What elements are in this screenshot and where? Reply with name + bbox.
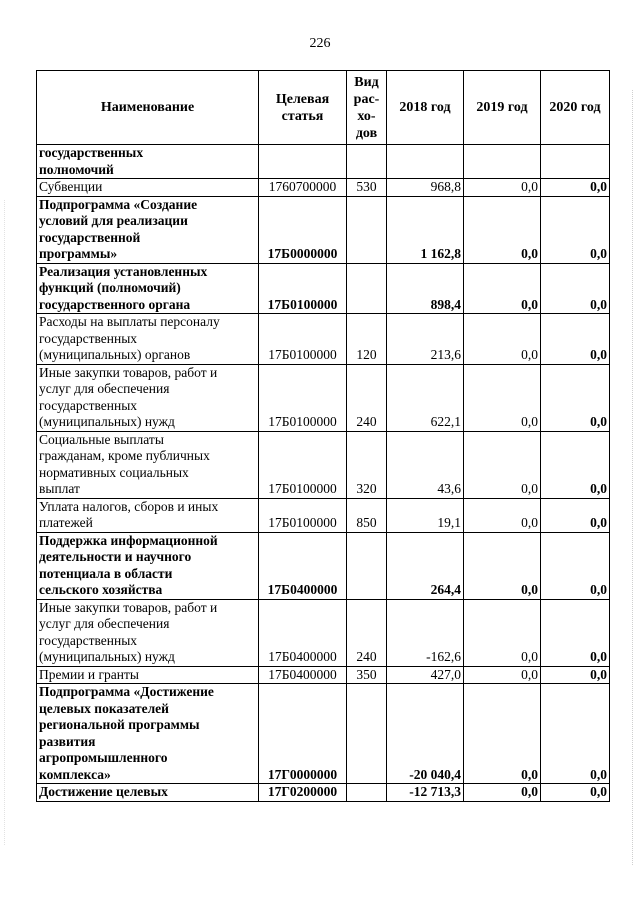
cell-y2020: 0,0 — [541, 263, 610, 314]
cell-name: Достижение целевых — [37, 784, 259, 802]
cell-y2018: -12 713,3 — [387, 784, 464, 802]
cell-name: Подпрограмма «Достижение целевых показателей региональной программы развития агропромышленного комплекса» — [37, 684, 259, 784]
table-row — [37, 145, 610, 179]
cell-y2018: -20 040,4 — [387, 684, 464, 784]
cell-type: 120 — [347, 314, 387, 365]
cell-name: государственных полномочий — [37, 145, 259, 179]
table-row — [37, 364, 610, 431]
cell-y2019: 0,0 — [464, 666, 541, 684]
header-name: Наименование — [37, 71, 259, 145]
cell-y2020: 0,0 — [541, 431, 610, 498]
cell-name: Реализация установленных функций (полномочий) государственного органа — [37, 263, 259, 314]
cell-type: 530 — [347, 179, 387, 197]
table-row — [37, 498, 610, 532]
cell-type — [347, 196, 387, 263]
table-row — [37, 179, 610, 197]
cell-y2020: 0,0 — [541, 784, 610, 802]
table-row — [37, 599, 610, 666]
cell-code: 17Б0100000 — [259, 498, 347, 532]
cell-y2020 — [541, 145, 610, 179]
table-body — [37, 145, 610, 802]
cell-code: 17Б0400000 — [259, 532, 347, 599]
cell-y2019: 0,0 — [464, 784, 541, 802]
cell-name: Иные закупки товаров, работ и услуг для обеспечения государственных (муниципальных) нужд — [37, 364, 259, 431]
cell-name: Подпрограмма «Создание условий для реализации государственной программы» — [37, 196, 259, 263]
cell-name: Субвенции — [37, 179, 259, 197]
cell-y2020: 0,0 — [541, 314, 610, 365]
header-2020: 2020 год — [541, 71, 610, 145]
cell-type — [347, 145, 387, 179]
header-row — [37, 71, 610, 145]
cell-code: 17Б0400000 — [259, 599, 347, 666]
cell-y2018: 43,6 — [387, 431, 464, 498]
cell-name: Премии и гранты — [37, 666, 259, 684]
cell-y2020: 0,0 — [541, 364, 610, 431]
cell-y2019: 0,0 — [464, 498, 541, 532]
cell-type: 350 — [347, 666, 387, 684]
cell-y2018: 898,4 — [387, 263, 464, 314]
cell-type — [347, 784, 387, 802]
cell-y2018 — [387, 145, 464, 179]
cell-code: 1760700000 — [259, 179, 347, 197]
cell-y2020: 0,0 — [541, 179, 610, 197]
header-2018: 2018 год — [387, 71, 464, 145]
table-row — [37, 784, 610, 802]
cell-y2019 — [464, 145, 541, 179]
cell-type — [347, 532, 387, 599]
cell-y2019: 0,0 — [464, 431, 541, 498]
header-type — [347, 71, 387, 145]
header-2019: 2019 год — [464, 71, 541, 145]
cell-y2018: 622,1 — [387, 364, 464, 431]
cell-y2020: 0,0 — [541, 599, 610, 666]
cell-y2018: 427,0 — [387, 666, 464, 684]
cell-y2019: 0,0 — [464, 684, 541, 784]
cell-code: 17Г0000000 — [259, 684, 347, 784]
cell-type: 320 — [347, 431, 387, 498]
cell-y2019: 0,0 — [464, 364, 541, 431]
cell-name: Социальные выплаты гражданам, кроме публичных нормативных социальных выплат — [37, 431, 259, 498]
page-number: 226 — [309, 36, 331, 51]
cell-code — [259, 145, 347, 179]
cell-name: Уплата налогов, сборов и иных платежей — [37, 498, 259, 532]
scan-edge-left — [4, 200, 5, 845]
table-row — [37, 666, 610, 684]
budget-table — [36, 70, 610, 802]
cell-y2018: 213,6 — [387, 314, 464, 365]
cell-y2018: -162,6 — [387, 599, 464, 666]
cell-type — [347, 684, 387, 784]
cell-name: Расходы на выплаты персоналу государственных (муниципальных) органов — [37, 314, 259, 365]
cell-y2018: 1 162,8 — [387, 196, 464, 263]
table-row — [37, 196, 610, 263]
cell-y2019: 0,0 — [464, 532, 541, 599]
cell-type: 850 — [347, 498, 387, 532]
cell-y2019: 0,0 — [464, 314, 541, 365]
table-row — [37, 263, 610, 314]
cell-code: 17Б0400000 — [259, 666, 347, 684]
cell-type: 240 — [347, 599, 387, 666]
scan-edge-right — [632, 90, 633, 865]
cell-y2019: 0,0 — [464, 196, 541, 263]
cell-type: 240 — [347, 364, 387, 431]
cell-code: 17Б0100000 — [259, 314, 347, 365]
table-row — [37, 431, 610, 498]
table-row — [37, 532, 610, 599]
cell-y2019: 0,0 — [464, 263, 541, 314]
cell-code: 17Б0100000 — [259, 431, 347, 498]
cell-code: 17Б0000000 — [259, 196, 347, 263]
cell-y2018: 19,1 — [387, 498, 464, 532]
cell-y2018: 264,4 — [387, 532, 464, 599]
cell-y2019: 0,0 — [464, 179, 541, 197]
cell-y2020: 0,0 — [541, 684, 610, 784]
cell-code: 17Б0100000 — [259, 263, 347, 314]
cell-name: Поддержка информационной деятельности и научного потенциала в области сельского хозяйства — [37, 532, 259, 599]
cell-type — [347, 263, 387, 314]
cell-code: 17Г0200000 — [259, 784, 347, 802]
table-row — [37, 684, 610, 784]
cell-y2020: 0,0 — [541, 498, 610, 532]
header-type-text: Вид рас- хо- дов — [353, 74, 380, 141]
cell-y2020: 0,0 — [541, 532, 610, 599]
cell-y2020: 0,0 — [541, 666, 610, 684]
cell-name: Иные закупки товаров, работ и услуг для обеспечения государственных (муниципальных) нужд — [37, 599, 259, 666]
cell-y2018: 968,8 — [387, 179, 464, 197]
cell-y2019: 0,0 — [464, 599, 541, 666]
header-code — [259, 71, 347, 145]
cell-code: 17Б0100000 — [259, 364, 347, 431]
table-row — [37, 314, 610, 365]
header-code-text: Целевая статья — [275, 91, 330, 124]
cell-y2020: 0,0 — [541, 196, 610, 263]
